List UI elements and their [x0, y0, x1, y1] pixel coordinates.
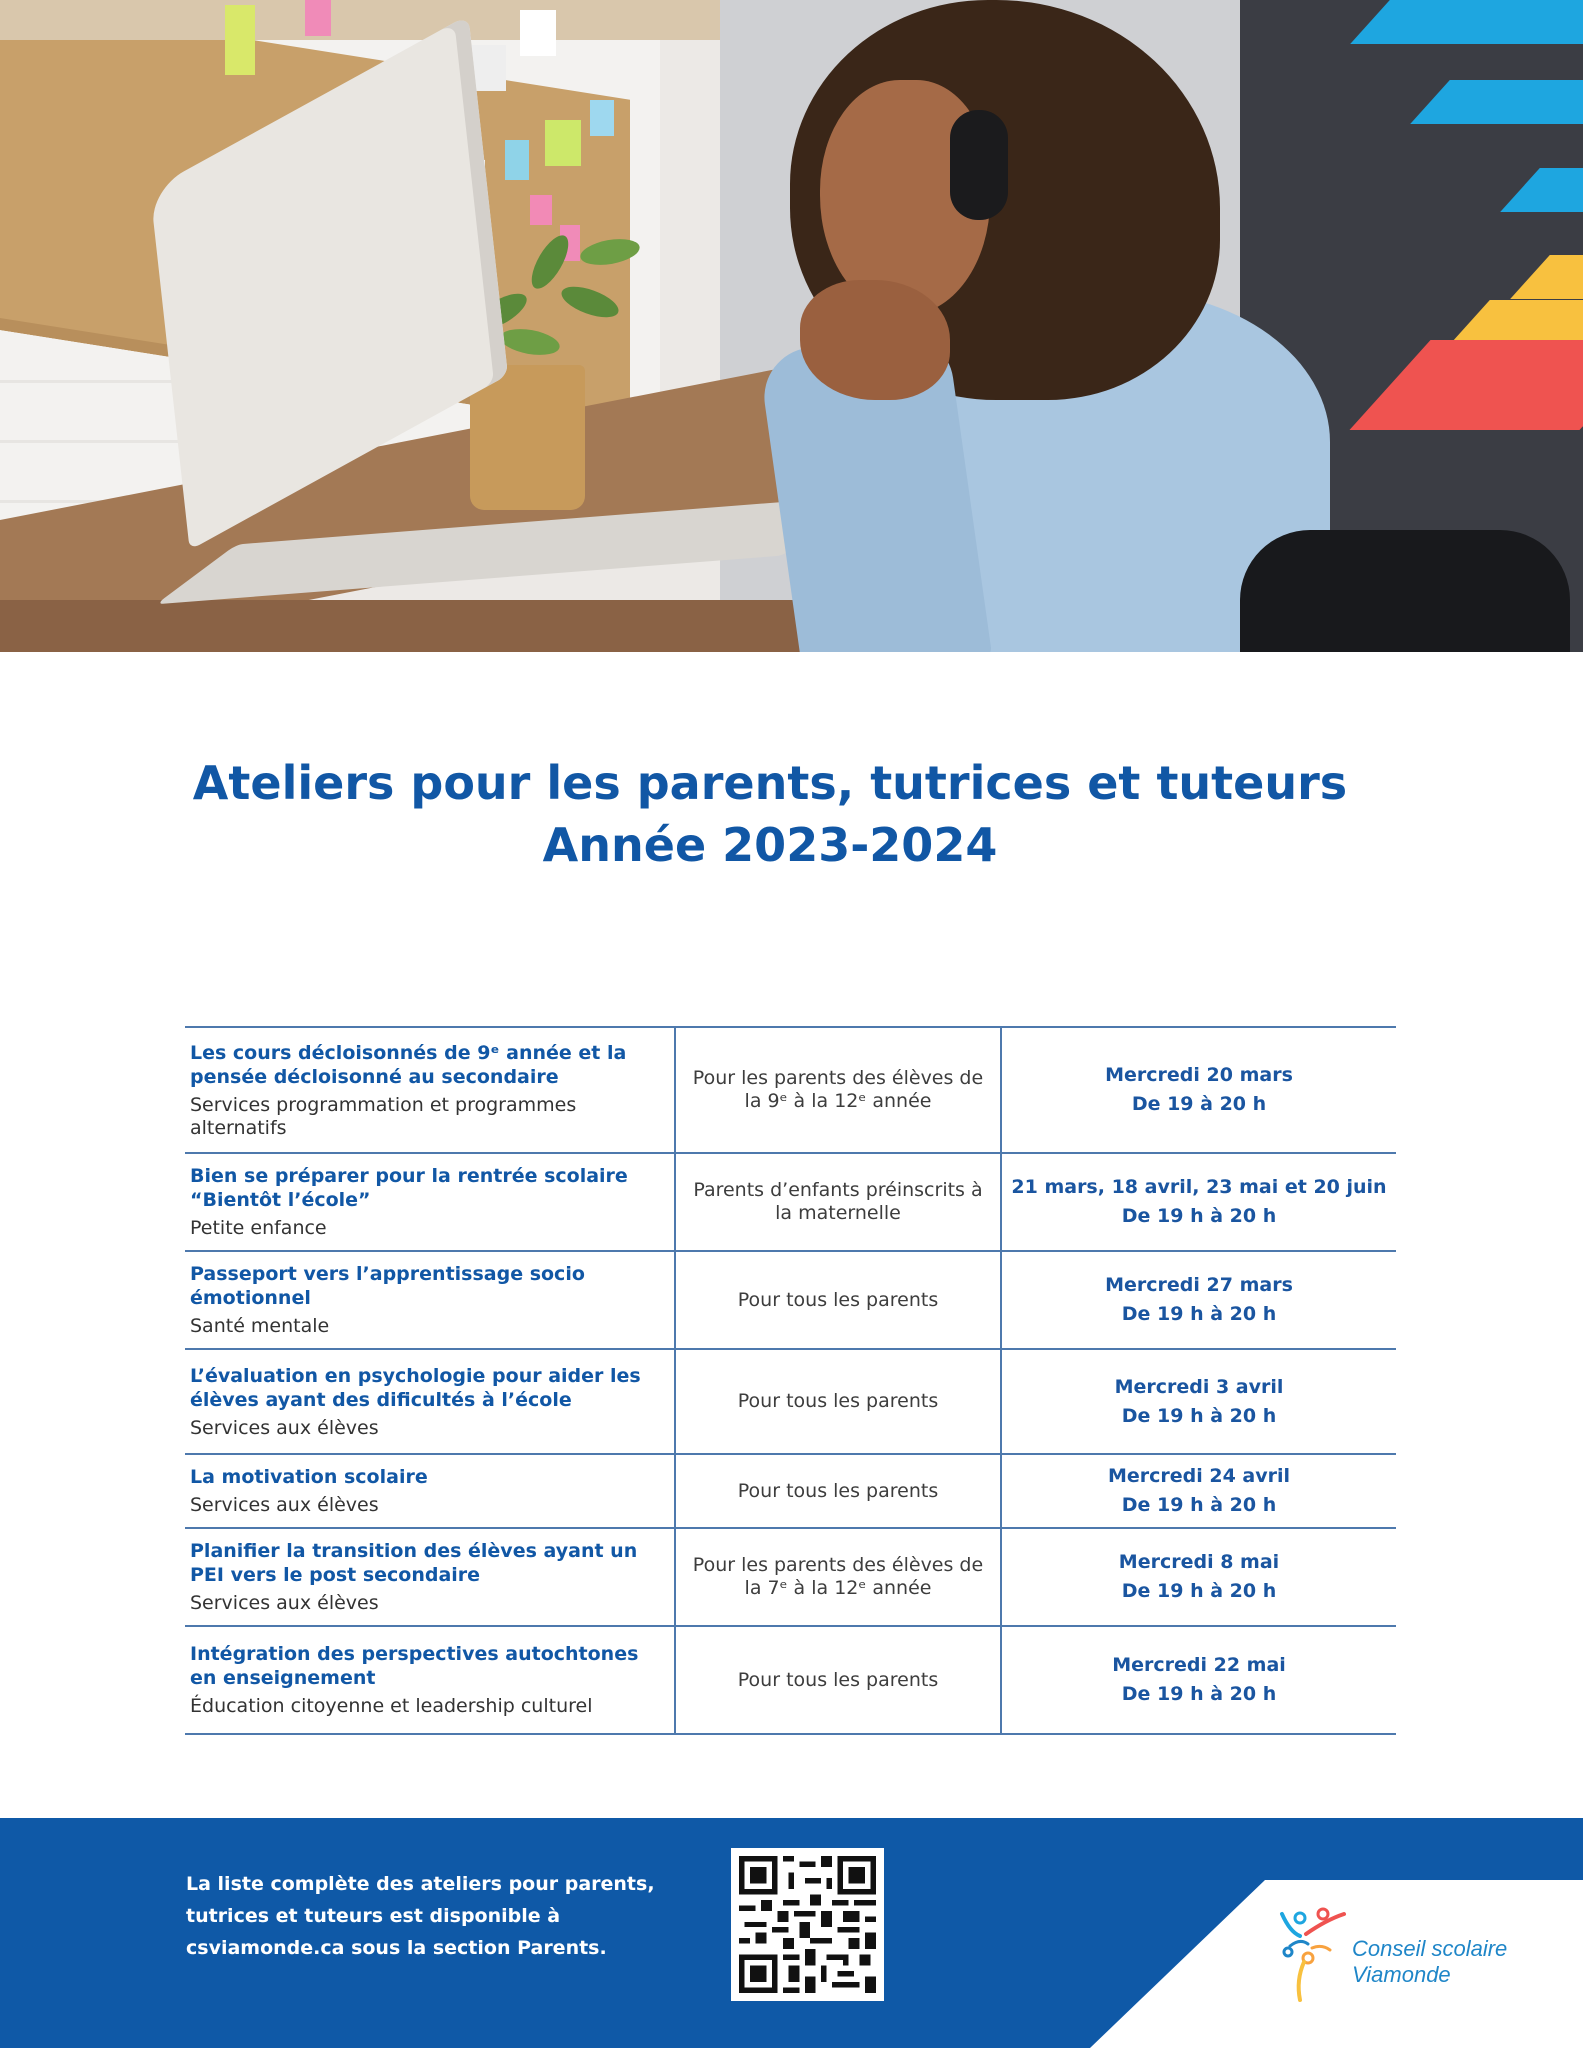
workshop-time: De 19 h à 20 h: [1121, 1683, 1277, 1705]
workshop-date: Mercredi 20 mars: [1105, 1064, 1293, 1086]
viamonde-logo-icon: [1278, 1904, 1348, 2014]
audience-cell: Pour les parents des élèves de la 9ᵉ à la 12ᵉ année: [675, 1027, 1001, 1153]
table-row: [185, 1626, 1396, 1734]
workshop-title: L’évaluation en psychologie pour aider les élèves ayant des dificultés à l’école: [190, 1364, 641, 1411]
workshop-time: De 19 h à 20 h: [1121, 1494, 1277, 1516]
page-title: [0, 752, 1540, 876]
workshop-time: De 19 h à 20 h: [1121, 1205, 1277, 1227]
audience-cell: Pour tous les parents: [675, 1251, 1001, 1349]
table-row: [185, 1528, 1396, 1626]
workshop-department: Services aux élèves: [190, 1416, 379, 1439]
workshop-date: 21 mars, 18 avril, 23 mai et 20 juin: [1011, 1176, 1387, 1198]
schedule-cell: [1001, 1626, 1396, 1734]
workshop-cell: [185, 1626, 675, 1734]
workshop-date: Mercredi 27 mars: [1105, 1274, 1293, 1296]
workshop-date: Mercredi 3 avril: [1114, 1375, 1284, 1398]
workshop-cell: [185, 1528, 675, 1626]
workshop-department: Petite enfance: [190, 1217, 327, 1239]
hero-photo: [0, 0, 1583, 652]
workshop-department: Services aux élèves: [190, 1592, 379, 1614]
workshop-department: Santé mentale: [190, 1315, 330, 1337]
workshop-department: Services aux élèves: [190, 1494, 379, 1516]
audience-cell: Parents d’enfants préinscrits à la maternelle: [675, 1153, 1001, 1251]
table-row: [185, 1454, 1396, 1528]
workshop-title: La motivation scolaire: [190, 1466, 428, 1488]
schedule-cell: [1001, 1027, 1396, 1153]
workshop-title: Les cours décloisonnés de 9ᵉ année et la pensée décloisonné au secondaire: [190, 1041, 627, 1088]
logo-line-2: Viamonde: [1352, 1962, 1451, 1987]
logo-wordmark: [1352, 1936, 1507, 1988]
footer-banner: [0, 1818, 1583, 2048]
workshop-title: Intégration des perspectives autochtones en enseignement: [190, 1643, 639, 1689]
table-row: [185, 1251, 1396, 1349]
audience-cell: Pour tous les parents: [675, 1454, 1001, 1528]
logo-line-1: Conseil scolaire: [1352, 1936, 1508, 1961]
audience-cell: Pour tous les parents: [675, 1626, 1001, 1734]
table-row: [185, 1153, 1396, 1251]
workshop-department: Services programmation et programmes alternatifs: [190, 1093, 577, 1139]
workshop-time: De 19 à 20 h: [1131, 1093, 1267, 1115]
workshop-date: Mercredi 22 mai: [1112, 1654, 1286, 1676]
schedule-cell: [1001, 1349, 1396, 1454]
qr-code-icon[interactable]: [731, 1848, 884, 2001]
workshop-title: Bien se préparer pour la rentrée scolaire “Bientôt l’école”: [190, 1165, 628, 1211]
workshop-time: De 19 h à 20 h: [1121, 1303, 1277, 1325]
workshop-cell: [185, 1153, 675, 1251]
workshop-title: Passeport vers l’apprentissage socio émotionnel: [190, 1263, 585, 1309]
audience-cell: Pour les parents des élèves de la 7ᵉ à la 12ᵉ année: [675, 1528, 1001, 1626]
workshop-title: Planifier la transition des élèves ayant un PEI vers le post secondaire: [190, 1540, 638, 1586]
title-line-1: Ateliers pour les parents, tutrices et tuteurs: [192, 756, 1348, 810]
workshop-table: [185, 1026, 1396, 1735]
schedule-cell: [1001, 1251, 1396, 1349]
workshop-time: De 19 h à 20 h: [1121, 1404, 1277, 1427]
workshop-cell: [185, 1027, 675, 1153]
workshop-department: Éducation citoyenne et leadership culturel: [190, 1695, 593, 1717]
schedule-cell: [1001, 1528, 1396, 1626]
workshop-time: De 19 h à 20 h: [1121, 1580, 1277, 1602]
workshop-date: Mercredi 8 mai: [1118, 1551, 1280, 1573]
workshop-cell: [185, 1251, 675, 1349]
table-row: [185, 1027, 1396, 1153]
footer-info-text: La liste complète des ateliers pour parents, tutrices et tuteurs est disponible à csviamonde.ca sous la section Parents.: [186, 1873, 655, 1959]
workshop-cell: [185, 1454, 675, 1528]
table-row: [185, 1349, 1396, 1454]
workshop-date: Mercredi 24 avril: [1107, 1465, 1291, 1487]
schedule-cell: [1001, 1454, 1396, 1528]
workshop-cell: [185, 1349, 675, 1454]
schedule-cell: [1001, 1153, 1396, 1251]
title-line-2: Année 2023-2024: [542, 818, 998, 872]
viamonde-logo[interactable]: [1278, 1904, 1558, 2014]
audience-cell: Pour tous les parents: [675, 1349, 1001, 1454]
